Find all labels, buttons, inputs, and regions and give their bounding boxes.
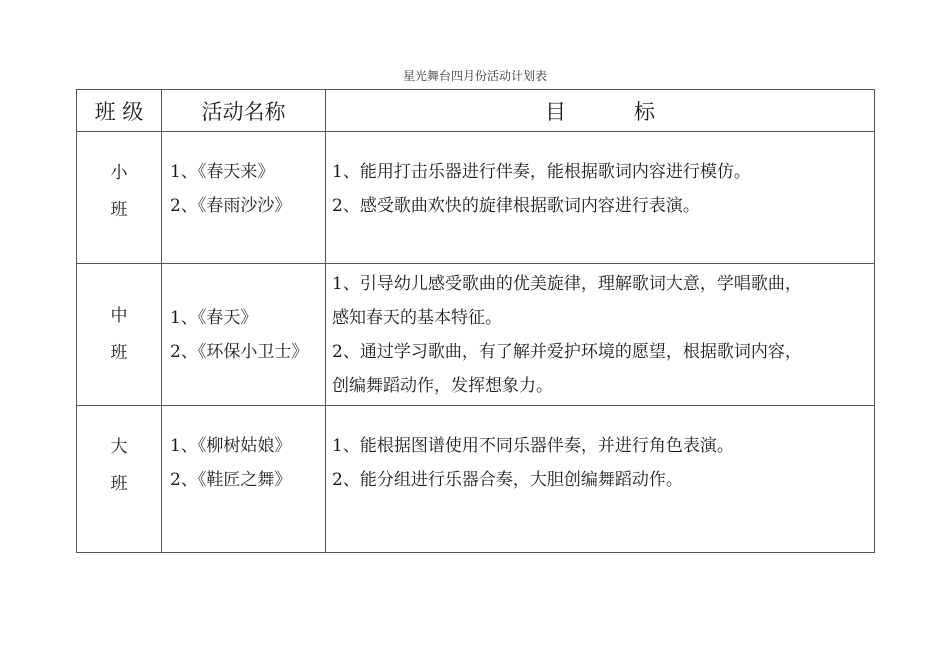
activity-plan-table — [76, 89, 875, 553]
activity-cell — [162, 132, 326, 264]
goal-cell — [326, 405, 875, 552]
table-row — [77, 132, 875, 264]
class-char: 小 — [110, 163, 128, 184]
activity-item: 2、《鞋匠之舞》 — [170, 469, 292, 490]
document-title: 星光舞台四月份活动计划表 — [402, 69, 547, 83]
class-cell — [77, 132, 162, 264]
goal-line: 感知春天的基本特征。 — [332, 307, 502, 328]
goal-line: 2、感受歌曲欢快的旋律根据歌词内容进行表演。 — [332, 196, 700, 217]
class-cell — [77, 264, 162, 405]
goal-line: 1、引导幼儿感受歌曲的优美旋律，理解歌词大意，学唱歌曲， — [332, 273, 802, 294]
class-char: 班 — [110, 473, 128, 494]
goal-line: 2、能分组进行乐器合奏，大胆创编舞蹈动作。 — [332, 469, 683, 490]
goal-line: 2、通过学习歌曲，有了解并爱护环境的愿望，根据歌词内容， — [332, 341, 802, 362]
header-goal — [326, 90, 875, 132]
class-char: 中 — [110, 305, 128, 326]
goal-line: 1、能根据图谱使用不同乐器伴奏，并进行角色表演。 — [332, 435, 734, 456]
class-cell — [77, 405, 162, 552]
activity-item: 1、《柳树姑娘》 — [170, 435, 292, 456]
table-row — [77, 264, 875, 405]
goal-cell — [326, 264, 875, 405]
class-char: 大 — [110, 436, 128, 457]
activity-item: 2、《环保小卫士》 — [170, 341, 309, 362]
header-goal-right: 标 — [634, 99, 655, 124]
header-goal-left: 目 — [545, 99, 566, 124]
class-char: 班 — [110, 342, 128, 363]
activity-cell — [162, 405, 326, 552]
table-row — [77, 405, 875, 552]
goal-line: 创编舞蹈动作，发挥想象力。 — [332, 375, 553, 396]
table-header-row — [77, 90, 875, 132]
activity-item: 2、《春雨沙沙》 — [170, 196, 292, 217]
goal-line: 1、能用打击乐器进行伴奏，能根据歌词内容进行模仿。 — [332, 162, 751, 183]
goal-cell — [326, 132, 875, 264]
activity-cell — [162, 264, 326, 405]
header-activity: 活动名称 — [162, 90, 326, 132]
activity-item: 1、《春天》 — [170, 307, 258, 328]
header-class: 班 级 — [77, 90, 162, 132]
class-char: 班 — [110, 200, 128, 221]
activity-item: 1、《春天来》 — [170, 162, 275, 183]
